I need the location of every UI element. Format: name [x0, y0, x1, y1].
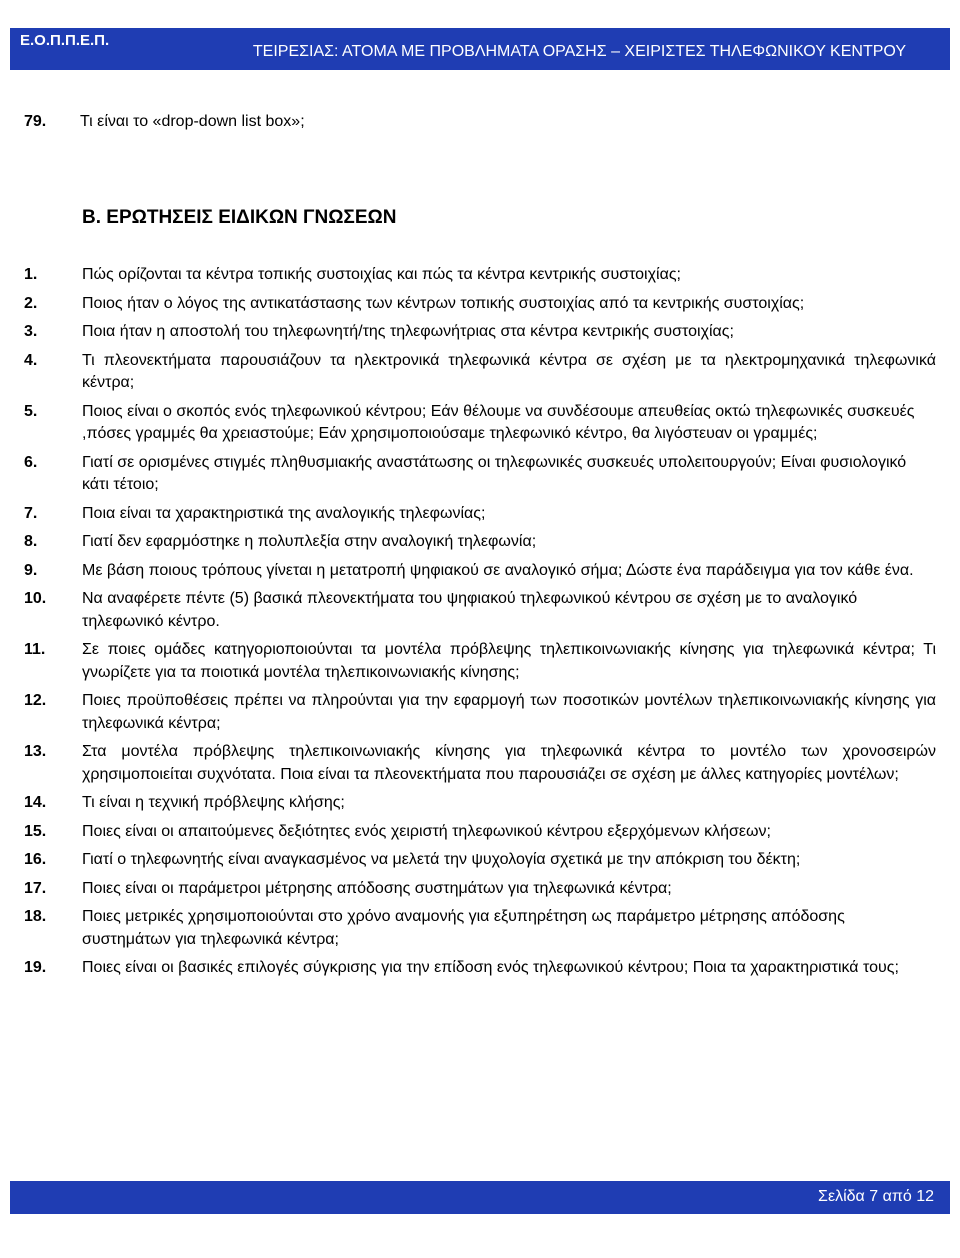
- question-item: [24, 792, 936, 815]
- question-number: 3.: [24, 323, 38, 340]
- document-title: ΤΕΙΡΕΣΙΑΣ: ΑΤΟΜΑ ΜΕ ΠΡΟΒΛΗΜΑΤΑ ΟΡΑΣΗΣ – ΧΕΙΡΙΣΤΕΣ ΤΗΛΕΦΩΝΙΚΟΥ ΚΕΝΤΡΟΥ: [252, 43, 906, 60]
- question-number: 9.: [24, 561, 38, 579]
- question-text: Ποιες είναι οι βασικές επιλογές σύγκρισης για την επίδοση ενός τηλεφωνικού κέντρου; Ποια τα χαρακτηριστικά τους;: [82, 959, 899, 976]
- organization-name: Ε.Ο.Π.Π.Ε.Π.: [20, 32, 110, 49]
- questions-list: [24, 264, 936, 986]
- question-item: [24, 639, 936, 684]
- question-number: 5.: [24, 402, 38, 420]
- question-79: [24, 113, 305, 131]
- question-number: 2.: [24, 294, 38, 312]
- question-item: [24, 878, 936, 901]
- question-text: Ποιες προϋποθέσεις πρέπει να πληρούνται για την εφαρμογή των ποσοτικών μοντέλων τηλεπικοινωνιακής κίνησης για τηλεφωνικά κέντρα;: [82, 692, 936, 732]
- question-number: 8.: [24, 533, 38, 550]
- question-number: 6.: [24, 453, 38, 471]
- question-number: 19.: [24, 959, 47, 976]
- page-header: [10, 28, 950, 70]
- question-text: Γιατί δεν εφαρμόστηκε η πολυπλεξία στην αναλογική τηλεφωνία;: [82, 533, 537, 550]
- question-item: [24, 401, 936, 446]
- section-title: Β. ΕΡΩΤΗΣΕΙΣ ΕΙΔΙΚΩΝ ΓΝΩΣΕΩΝ: [82, 207, 397, 228]
- page-number: Σελίδα 7 από 12: [818, 1188, 934, 1205]
- question-number: 11.: [24, 641, 46, 658]
- question-text: Στα μοντέλα πρόβλεψης τηλεπικοινωνιακής κίνησης για τηλεφωνικά κέντρα το μοντέλο των χρονοσειρών χρησιμοποιείται συχνότατα. Ποια είναι τα πλεονεκτήματα που παρουσιάζει σε σχέση με άλλες κατηγορίες μοντέλων;: [82, 743, 936, 783]
- question-item: [24, 293, 936, 316]
- question-number: 15.: [24, 822, 47, 840]
- question-text: Με βάση ποιους τρόπους γίνεται η μετατροπή ψηφιακού σε αναλογικό σήμα; Δώστε ένα παράδειγμα για τον κάθε ένα.: [82, 561, 914, 579]
- question-number: 10.: [24, 590, 47, 607]
- question-item: [24, 560, 936, 583]
- question-text: Ποιες μετρικές χρησιμοποιούνται στο χρόνο αναμονής για εξυπηρέτηση ως παράμετρο μέτρησης απόδοσης συστημάτων για τηλεφωνικά κέντρα;: [82, 908, 845, 948]
- question-item: [24, 741, 936, 786]
- question-item: [24, 503, 936, 526]
- question-number: 4.: [24, 351, 38, 369]
- question-number: 12.: [24, 692, 47, 709]
- page-footer: [10, 1181, 950, 1214]
- question-item: [24, 531, 936, 554]
- question-text: Ποια ήταν η αποστολή του τηλεφωνητή/της τηλεφωνήτριας στα κέντρα κεντρικής συστοιχίας;: [82, 323, 734, 340]
- question-text: Τι πλεονεκτήματα παρουσιάζουν τα ηλεκτρονικά τηλεφωνικά κέντρα σε σχέση με τα ηλεκτρομηχανικά τηλεφωνικά κέντρα;: [82, 351, 936, 391]
- question-item: [24, 957, 936, 980]
- question-text: Σε ποιες ομάδες κατηγοριοποιούνται τα μοντέλα πρόβλεψης τηλεπικοινωνιακής κίνησης για τηλεφωνικά κέντρα; Τι γνωρίζετε για τα ποιοτικά μοντέλα τηλεπικοινωνιακής κίνησης;: [82, 641, 936, 681]
- question-text: Τι είναι η τεχνική πρόβλεψης κλήσης;: [82, 794, 345, 811]
- question-text: Ποιες είναι οι παράμετροι μέτρησης απόδοσης συστημάτων για τηλεφωνικά κέντρα;: [82, 879, 672, 897]
- question-text: Ποιος είναι ο σκοπός ενός τηλεφωνικού κέντρου; Εάν θέλουμε να συνδέσουμε απευθείας οκτώ τηλεφωνικές συσκευές ,πόσες γραμμές θα χρειαστούμε; Εάν χρησιμοποιούσαμε τηλεφωνικό κέντρο, θα λιγόστευαν οι γραμμές;: [82, 402, 915, 442]
- question-text: Ποιος ήταν ο λόγος της αντικατάστασης των κέντρων τοπικής συστοιχίας από τα κεντρικής συστοιχίας;: [82, 294, 805, 312]
- section-heading: [82, 207, 396, 229]
- question-number: 1.: [24, 266, 38, 283]
- question-text: Γιατί ο τηλεφωνητής είναι αναγκασμένος να μελετά την ψυχολογία σχετικά με την απόκριση του δέκτη;: [82, 851, 801, 868]
- question-item: [24, 588, 936, 633]
- question-number: 7.: [24, 504, 38, 522]
- question-text: Ποιες είναι οι απαιτούμενες δεξιότητες ενός χειριστή τηλεφωνικού κέντρου εξερχόμενων κλήσεων;: [82, 822, 771, 840]
- question-text: Τι είναι το «drop-down list box»;: [80, 113, 305, 130]
- question-number: 16.: [24, 851, 47, 868]
- question-item: [24, 906, 936, 951]
- question-item: [24, 690, 936, 735]
- question-number: 17.: [24, 879, 47, 897]
- question-text: Να αναφέρετε πέντε (5) βασικά πλεονεκτήματα του ψηφιακού τηλεφωνικού κέντρου σε σχέση με το αναλογικό τηλεφωνικό κέντρο.: [82, 590, 858, 630]
- question-item: [24, 350, 936, 395]
- question-item: [24, 821, 936, 844]
- question-item: [24, 321, 936, 344]
- question-number: 18.: [24, 908, 47, 925]
- question-number: 14.: [24, 794, 47, 811]
- question-text: Πώς ορίζονται τα κέντρα τοπικής συστοιχίας και πώς τα κέντρα κεντρικής συστοιχίας;: [82, 266, 681, 283]
- question-text: Γιατί σε ορισμένες στιγμές πληθυσμιακής αναστάτωσης οι τηλεφωνικές συσκευές υπολειτουργούν; Είναι φυσιολογικό κάτι τέτοιο;: [82, 453, 907, 493]
- question-item: [24, 452, 936, 497]
- question-number: 79.: [24, 113, 47, 130]
- question-text: Ποια είναι τα χαρακτηριστικά της αναλογικής τηλεφωνίας;: [82, 504, 486, 522]
- question-item: [24, 849, 936, 872]
- question-number: 13.: [24, 743, 47, 760]
- question-item: [24, 264, 936, 287]
